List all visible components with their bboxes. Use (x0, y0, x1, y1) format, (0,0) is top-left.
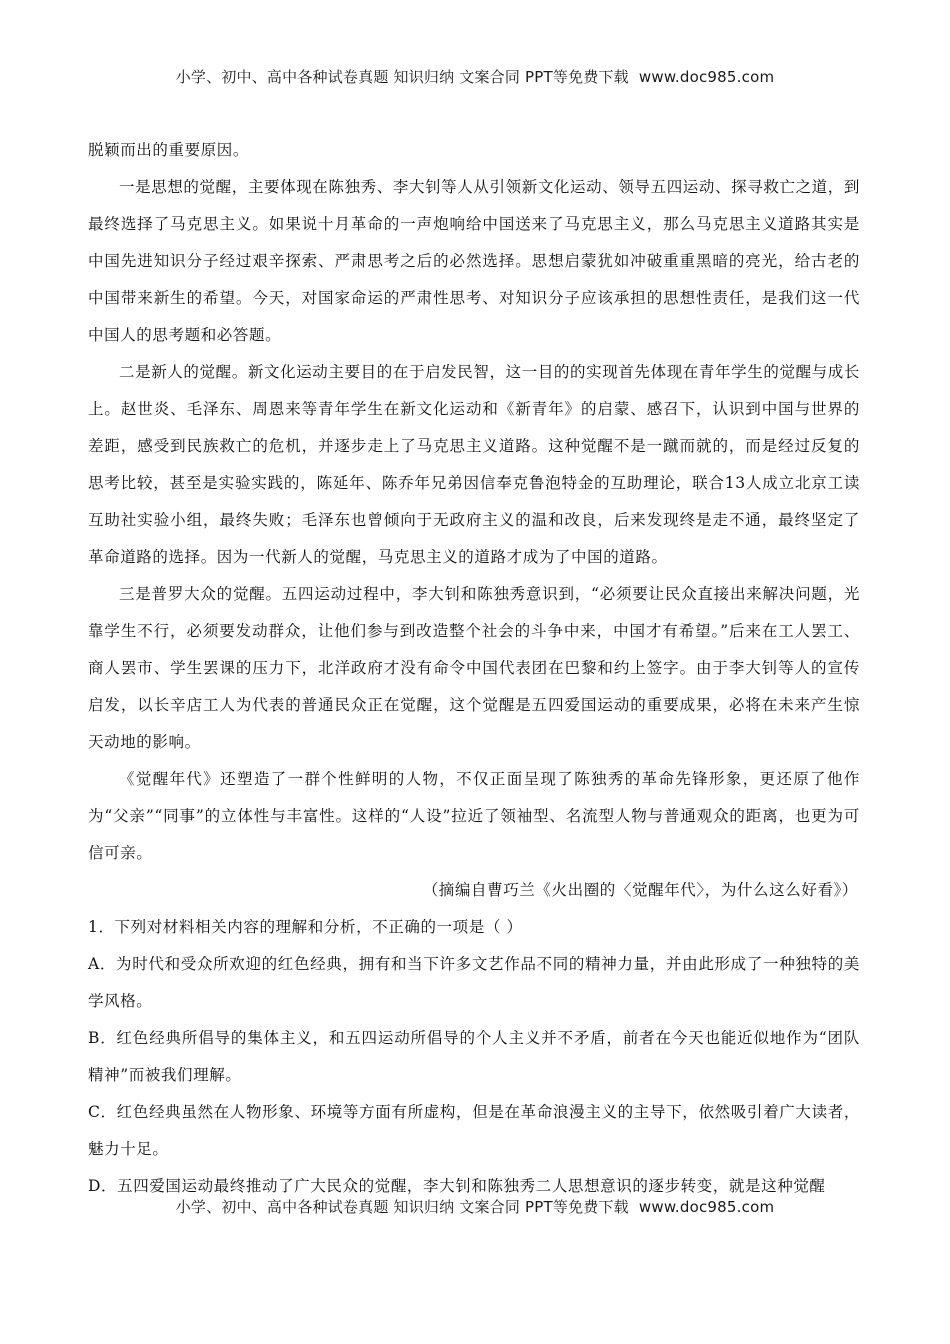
footer-text: 小学、初中、高中各种试卷真题 知识归纳 文案合同 PPT等免费下载 (175, 1198, 629, 1216)
article-paragraph-2: 二是新人的觉醒。新文化运动主要目的在于启发民智，这一目的的实现首先体现在青年学生的觉醒与成长上。赵世炎、毛泽东、周恩来等青年学生在新文化运动和《新青年》的启蒙、感召下，认识到中国与世界的差距，感受到民族救亡的危机，并逐步走上了马克思主义道路。这种觉醒不是一蹴而就的，而是经过反复的思考比较，甚至是实验实践的，陈延年、陈乔年兄弟因信奉克鲁泡特金的互助理论，联合13人成立北京工读互助社实验小组，最终失败；毛泽东也曾倾向于无政府主义的温和改良，后来发现终是走不通，最终坚定了革命道路的选择。因为一代新人的觉醒，马克思主义的道路才成为了中国的道路。 (88, 363, 860, 566)
question-stem: 1．下列对材料相关内容的理解和分析，不正确的一项是（ ） (88, 918, 523, 936)
question-option-a: A．为时代和受众所欢迎的红色经典，拥有和当下许多文艺作品不同的精神力量，并由此形成了一种独特的美学风格。 (88, 955, 860, 1010)
question-option-c: C．红色经典虽然在人物形象、环境等方面有所虚构，但是在革命浪漫主义的主导下，依然吸引着广大读者，魅力十足。 (88, 1103, 860, 1158)
page-header (0, 66, 950, 87)
question-option-b: B．红色经典所倡导的集体主义，和五四运动所倡导的个人主义并不矛盾，前者在今天也能近似地作为“团队精神”而被我们理解。 (88, 1029, 860, 1084)
article-source: （摘编自曹巧兰《火出圈的〈觉醒年代〉，为什么这么好看》） (422, 881, 858, 899)
header-url[interactable]: www.doc985.com (638, 68, 775, 86)
document-body (88, 132, 860, 1205)
header-text: 小学、初中、高中各种试卷真题 知识归纳 文案合同 PPT等免费下载 (175, 68, 629, 86)
footer-url[interactable]: www.doc985.com (638, 1198, 775, 1216)
article-continuation: 脱颖而出的重要原因。 (88, 141, 250, 159)
page-footer (0, 1196, 950, 1217)
article-paragraph-4: 《觉醒年代》还塑造了一群个性鲜明的人物，不仅正面呈现了陈独秀的革命先锋形象，更还原了他作为“父亲”“同事”的立体性与丰富性。这样的“人设”拉近了领袖型、名流型人物与普通观众的距离，也更为可信可亲。 (88, 770, 860, 862)
article-paragraph-3: 三是普罗大众的觉醒。五四运动过程中，李大钊和陈独秀意识到，“必须要让民众直接出来解决问题，光靠学生不行，必须要发动群众，让他们参与到改造整个社会的斗争中来，中国才有希望。”后来在工人罢工、商人罢市、学生罢课的压力下，北洋政府才没有命令中国代表团在巴黎和约上签字。由于李大钊等人的宣传启发，以长辛店工人为代表的普通民众正在觉醒，这个觉醒是五四爱国运动的重要成果，必将在未来产生惊天动地的影响。 (88, 585, 860, 751)
article-paragraph-1: 一是思想的觉醒，主要体现在陈独秀、李大钊等人从引领新文化运动、领导五四运动、探寻救亡之道，到最终选择了马克思主义。如果说十月革命的一声炮响给中国送来了马克思主义，那么马克思主义道路其实是中国先进知识分子经过艰辛探索、严肃思考之后的必然选择。思想启蒙犹如冲破重重黑暗的亮光，给古老的中国带来新生的希望。今天，对国家命运的严肃性思考、对知识分子应该承担的思想性责任，是我们这一代中国人的思考题和必答题。 (88, 178, 860, 344)
question-option-d: D．五四爱国运动最终推动了广大民众的觉醒，李大钊和陈独秀二人思想意识的逐步转变，就是这种觉醒 (88, 1177, 826, 1195)
